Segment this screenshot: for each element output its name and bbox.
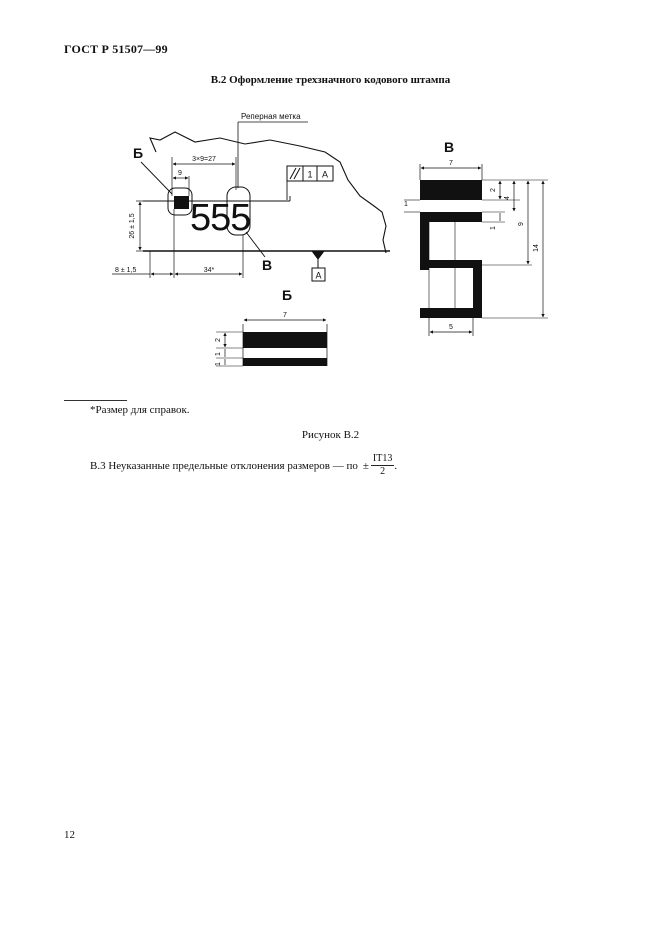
fraction bbox=[371, 454, 394, 477]
detail-v bbox=[404, 139, 548, 336]
figure-b2 bbox=[0, 100, 661, 390]
dim-v-bottom: 5 bbox=[449, 324, 453, 331]
tolerance-datum: A bbox=[321, 169, 329, 180]
part-outline bbox=[150, 132, 386, 253]
code-digits: 555 bbox=[190, 197, 251, 239]
dim-b-h2: 1 bbox=[215, 352, 222, 356]
figure-caption: Рисунок В.2 bbox=[301, 429, 360, 441]
dim-v-gap-right: 1 bbox=[490, 226, 497, 230]
footnote: *Размер для справок. bbox=[90, 404, 190, 416]
fraction-numerator: IT13 bbox=[372, 453, 393, 464]
dim-v-h4: 4 bbox=[504, 196, 511, 200]
dim-digit-width: 9 bbox=[178, 170, 182, 177]
dim-v-h-top: 2 bbox=[490, 188, 497, 192]
datum-triangle bbox=[312, 251, 324, 259]
label-b-main: Б bbox=[133, 145, 144, 161]
footnote-rule bbox=[64, 400, 127, 401]
fraction-denominator: 2 bbox=[380, 466, 386, 477]
page-number: 12 bbox=[64, 829, 75, 841]
plus-minus: ± bbox=[362, 459, 369, 472]
dim-ref-length: 34* bbox=[203, 267, 215, 274]
tolerance-frame bbox=[287, 166, 333, 200]
reference-mark-label: Реперная метка bbox=[241, 112, 301, 121]
part-view bbox=[112, 112, 390, 281]
dim-b-width: 7 bbox=[283, 312, 287, 319]
standard-header: ГОСТ Р 51507—99 bbox=[64, 42, 168, 56]
paragraph-b3 bbox=[90, 454, 397, 477]
section-title: В.2 Оформление трехзначного кодового штампа bbox=[210, 74, 451, 86]
detail-b bbox=[215, 287, 327, 366]
label-v-detail: В bbox=[444, 139, 455, 155]
reference-mark bbox=[174, 196, 189, 209]
paragraph-text: В.3 Неуказанные предельные отклонения размеров — по bbox=[90, 459, 358, 472]
dim-offset-left: 8 ± 1,5 bbox=[115, 267, 137, 274]
datum-label: А bbox=[315, 270, 322, 281]
dim-v-h14: 14 bbox=[533, 244, 540, 252]
dim-b-h3: 1 bbox=[215, 362, 222, 366]
paragraph-end: . bbox=[394, 459, 398, 472]
label-b-detail: Б bbox=[282, 287, 293, 303]
dim-pitch: 3×9=27 bbox=[192, 156, 216, 163]
tolerance-value: 1 bbox=[307, 169, 313, 180]
dim-v-gap-left: 1 bbox=[404, 201, 408, 208]
dim-v-h9: 9 bbox=[518, 222, 525, 226]
dim-height-main: 26 ± 1,5 bbox=[129, 213, 136, 239]
dim-v-width: 7 bbox=[449, 160, 453, 167]
label-v-main: В bbox=[262, 257, 273, 273]
dim-b-h1: 2 bbox=[215, 338, 222, 342]
